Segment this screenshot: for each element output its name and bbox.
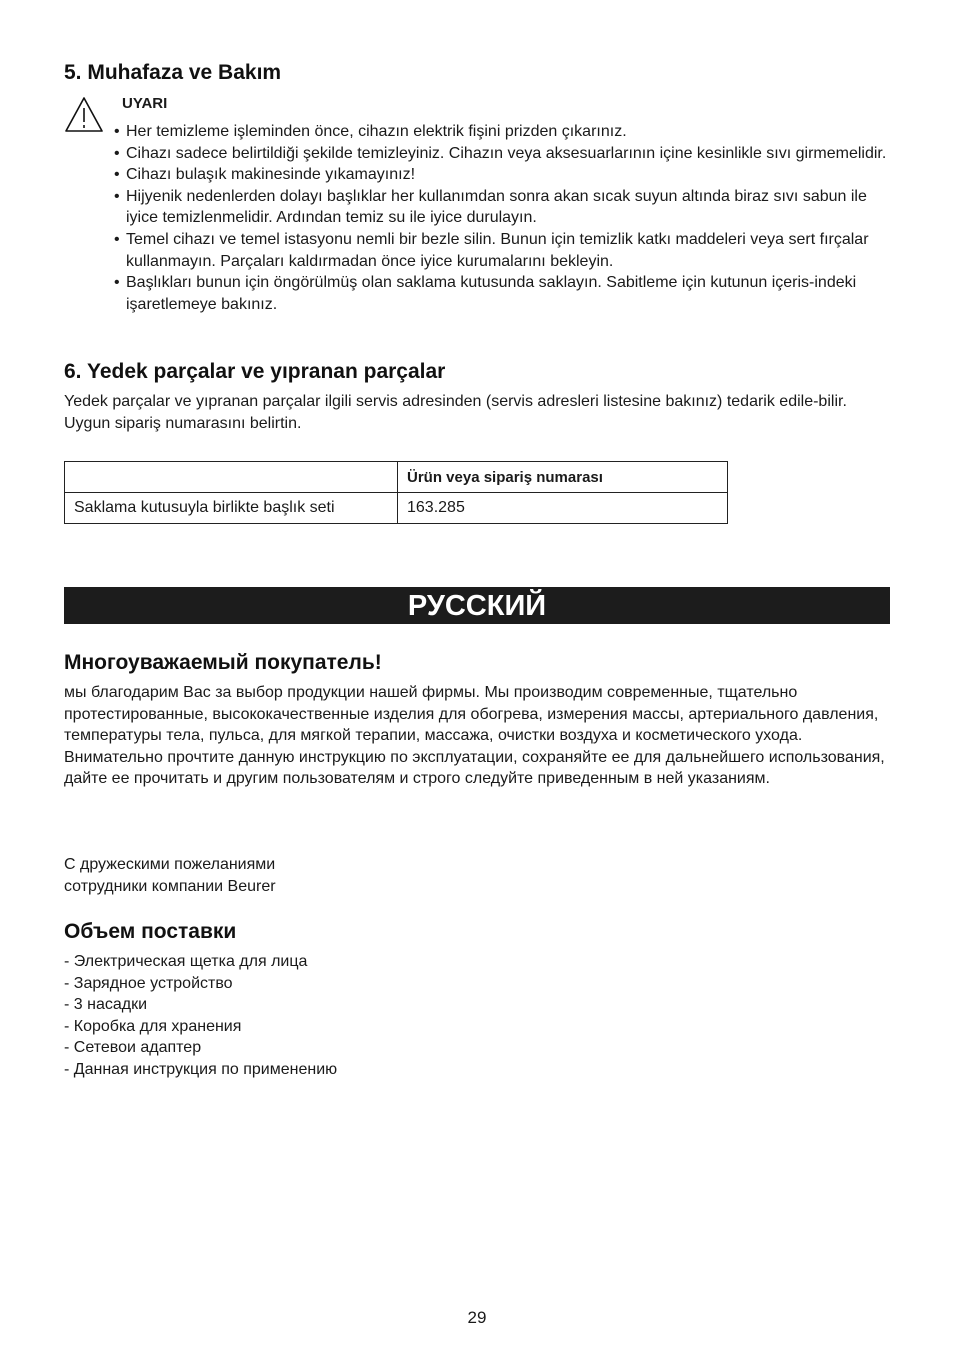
language-title-bar: РУССКИЙ (64, 587, 890, 624)
page-number: 29 (467, 1308, 487, 1327)
section-heading-delivery: Объем поставки (64, 920, 237, 943)
list-item: • Hijyenik nedenlerden dolayı başlıklar her kullanımdan sonra akan sıcak suyun altında biraz sıvı sabun ile iyice temizlenmelidir. Ardından temiz su ile iyice durulayın. (114, 186, 890, 229)
list-item: • Cihazı bulaşık makinesinde yıkamayınız! (114, 164, 890, 186)
list-item: • Temel cihazı ve temel istasyonu nemli bir bezle silin. Bunun için temizlik katkı maddeleri veya sert fırçalar kullanmayın. Parçaları kaldırmadan önce iyice kurumalarını bekleyin. (114, 229, 890, 272)
table-header-cell: Ürün veya sipariş numarası (398, 462, 728, 493)
signature-block (64, 854, 276, 897)
list-item: • Başlıkları bunun için öngörülmüş olan saklama kutusunda saklayın. Sabitleme için kutunun içeris-indeki işaretlemeye bakınız. (114, 272, 890, 315)
intro-text (64, 682, 890, 790)
list-item: • Her temizleme işleminden önce, cihazın elektrik fişini prizden çıkarınız. (114, 121, 890, 143)
table-cell-number: 163.285 (398, 493, 728, 524)
list-item: - Зарядное устройство (64, 974, 233, 992)
list-item: - 3 насадки (64, 996, 148, 1014)
table-cell-item: Saklama kutusuyla birlikte başlık seti (65, 493, 398, 524)
list-item: - Сетевои адаптер (64, 1039, 202, 1057)
warning-triangle-icon (64, 96, 104, 134)
intro-paragraph: Внимательно прочтите данную инструкцию по эксплуатации, сохраняйте ее для дальнейшего использования, дайте ее прочитать и другим пользователям и строго следуйте приведенным в ней указаниям. (64, 748, 885, 788)
greeting-heading: Многоуважаемый покупатель! (64, 651, 382, 674)
table-header-row (65, 462, 728, 493)
list-item: - Коробка для хранения (64, 1017, 242, 1035)
list-item: • Cihazı sadece belirtildiği şekilde temizleyiniz. Cihazın veya aksesuarlarının içine kesinlikle sıvı girmemelidir. (114, 143, 890, 165)
table-header-cell (65, 462, 398, 493)
spare-parts-text: Yedek parçalar ve yıpranan parçalar ilgili servis adresinden (servis adresleri listesine bakınız) tedarik edile-bilir. Uygun sipariş numarasını belirtin. (64, 393, 847, 432)
warning-label: UYARI (122, 95, 168, 112)
table-row (65, 493, 728, 524)
signature-line: С дружескими пожеланиями (64, 856, 276, 873)
list-item: - Электрическая щетка для лица (64, 953, 308, 970)
section-heading-maintenance: 5. Muhafaza ve Bakım (64, 61, 282, 84)
section-heading-spare-parts: 6. Yedek parçalar ve yıpranan parçalar (64, 360, 446, 383)
signature-line: сотрудники компании Beurer (64, 877, 276, 895)
delivery-list (64, 951, 337, 1081)
spare-parts-table (64, 461, 728, 524)
intro-paragraph: мы благодарим Вас за выбор продукции нашей фирмы. Мы производим современные, тщательно протестированные, высококачественные изделия для обогрева, измерения массы, артериального давления, температуры тела, пульса, для мягкой терапии, массажа, очистки воздуха и косметического ухода. (64, 684, 879, 745)
list-item: - Данная инструкция по применению (64, 1060, 338, 1078)
maintenance-bullet-list (114, 121, 890, 315)
